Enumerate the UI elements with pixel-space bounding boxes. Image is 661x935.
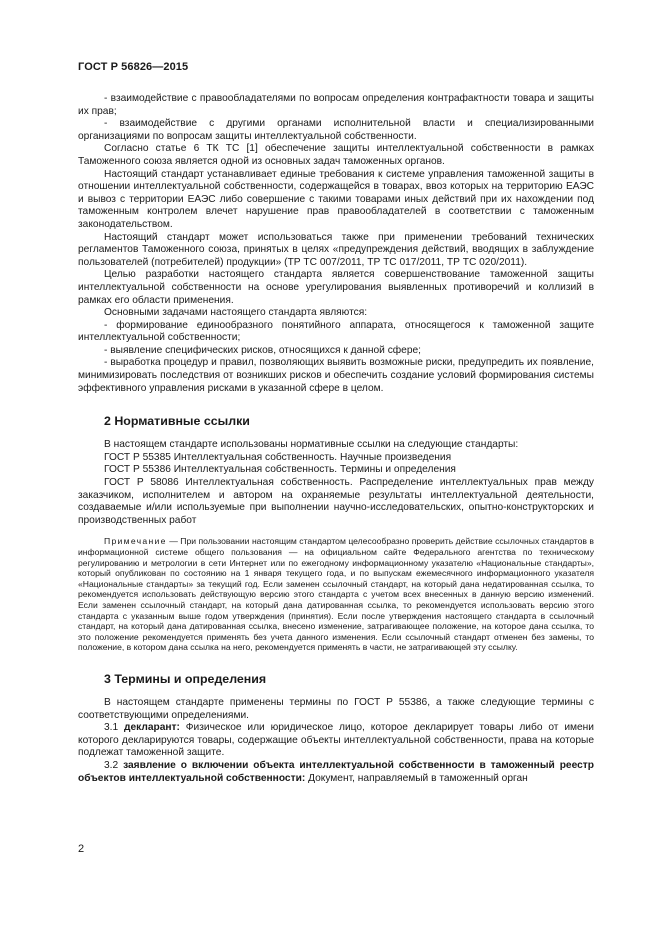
paragraph: Основными задачами настоящего стандарта являются:: [104, 307, 368, 319]
term: декларант:: [124, 722, 180, 734]
definition: Документ, направляемый в таможенный орган: [305, 772, 528, 784]
paragraph: Целью разработки настоящего стандарта является совершенствование таможенной защиты интеллектуальной собственности на основе урегулирования выявленных противоречий и коллизий в рамках его области применения.: [78, 269, 594, 306]
term-number: 3.1: [104, 722, 125, 734]
term: заявление о включении объекта интеллектуальной собственности в таможенный реестр объектов интеллектуальной собственности:: [78, 759, 594, 784]
note-label: Примечание: [104, 536, 167, 547]
term-definition: [78, 722, 594, 760]
section-2-title: 2 Нормативные ссылки: [104, 414, 250, 429]
paragraph: Настоящий стандарт может использоваться также при применении требований технических регламентов Таможенного союза, принятых в целях «предупреждения действий, вводящих в заблуждение пользователей (потребителей) продукции» (ТР ТС 007/2011, ТР ТС 017/2011, ТР ТС 020/2011).: [78, 231, 594, 268]
note-text: — При пользовании настоящим стандартом целесообразно проверить действие ссылочных стандартов в информационной системе общего пользования — на официальном сайте Федерального агентства по техническому регулированию и метрологии в сети Интернет или по ежегодному информационному указателю «Национальные стандарты», который опубликован по состоянию на 1 января текущего года, и по выпускам ежемесячного информационного указателя «Национальные стандарты» за текущий год. Если заменен ссылочный стандарт, на который дана недатированная ссылка, то рекомендуется использовать действующую версию этого стандарта с учетом всех внесенных в данную версию изменений. Если заменен ссылочный стандарт, на который дана датированная ссылка, то рекомендуется использовать версию этого стандарта с указанным выше годом утверждения (принятия). Если после утверждения настоящего стандарта в ссылочный стандарт, на который дана датированная ссылка, внесено изменение, затрагивающее положение, на которое дана ссылка, то это положение рекомендуется применять без учета данного изменения. Если ссылочный стандарт отменен без замены, то положение, в котором дана ссылка на него, рекомендуется применять в части, не затрагивающей эту ссылку.: [78, 536, 594, 653]
paragraph: - взаимодействие с правообладателями по вопросам определения контрафактности товара и защиты их прав;: [78, 93, 594, 117]
paragraph: - взаимодействие с другими органами исполнительной власти и специализированными организациями по вопросам защиты интеллектуальной собственности.: [78, 118, 594, 142]
paragraph: Настоящий стандарт устанавливает единые требования к системе управления таможенной защиты в отношении интеллектуальной собственности, содержащейся в товарах, ввоз которых на территорию ЕАЭС и вывоз с территории ЕАЭС либо совершение с такими товарами иных действий при их нахождении под таможенным контролем влечет нарушение прав правообладателей в соответствии с таможенным законодательством.: [78, 168, 594, 230]
page-content: [78, 93, 594, 785]
document-header: ГОСТ Р 56826—2015: [78, 61, 189, 73]
normative-reference: ГОСТ Р 58086 Интеллектуальная собственность. Распределение интеллектуальных прав между заказчиком, исполнителем и автором на охраняемые результаты интеллектуальной деятельности, создаваемые и/или используемые при выполнении научно-исследовательских, опытно-конструкторских и производственных работ: [78, 477, 594, 526]
note: [78, 536, 594, 653]
term-number: 3.2: [104, 759, 124, 771]
list-item: - формирование единообразного понятийного аппарата, относящегося к таможенной защите интеллектуальной собственности;: [78, 319, 594, 344]
normative-reference: ГОСТ Р 55386 Интеллектуальная собственность. Термины и определения: [104, 464, 456, 476]
list-item: - выявление специфических рисков, относящихся к данной сфере;: [104, 344, 421, 356]
paragraph: В настоящем стандарте применены термины по ГОСТ Р 55386, а также следующие термины с соответствующими определениями.: [78, 696, 594, 721]
paragraph: Согласно статье 6 ТК ТС [1] обеспечение защиты интеллектуальной собственности в рамках Таможенного союза является одной из основных задач таможенных органов.: [78, 143, 594, 167]
page-number: 2: [78, 843, 85, 855]
term-definition: [78, 760, 594, 785]
paragraph: В настоящем стандарте использованы нормативные ссылки на следующие стандарты:: [104, 439, 519, 451]
normative-reference: ГОСТ Р 55385 Интеллектуальная собственность. Научные произведения: [104, 451, 452, 463]
definition: Физическое или юридическое лицо, которое декларирует товары либо от имени которого декларируются товары, содержащие объекты интеллектуальной собственности, права на которые подлежат таможенной защите.: [78, 722, 594, 759]
list-item: - выработка процедур и правил, позволяющих выявить возможные риски, предупредить их появление, минимизировать последствия от возникших рисков и обеспечить создание условий формирования системы эффективного управления рисками в указанной сфере в целом.: [78, 357, 594, 394]
section-3-title: 3 Термины и определения: [104, 671, 267, 686]
